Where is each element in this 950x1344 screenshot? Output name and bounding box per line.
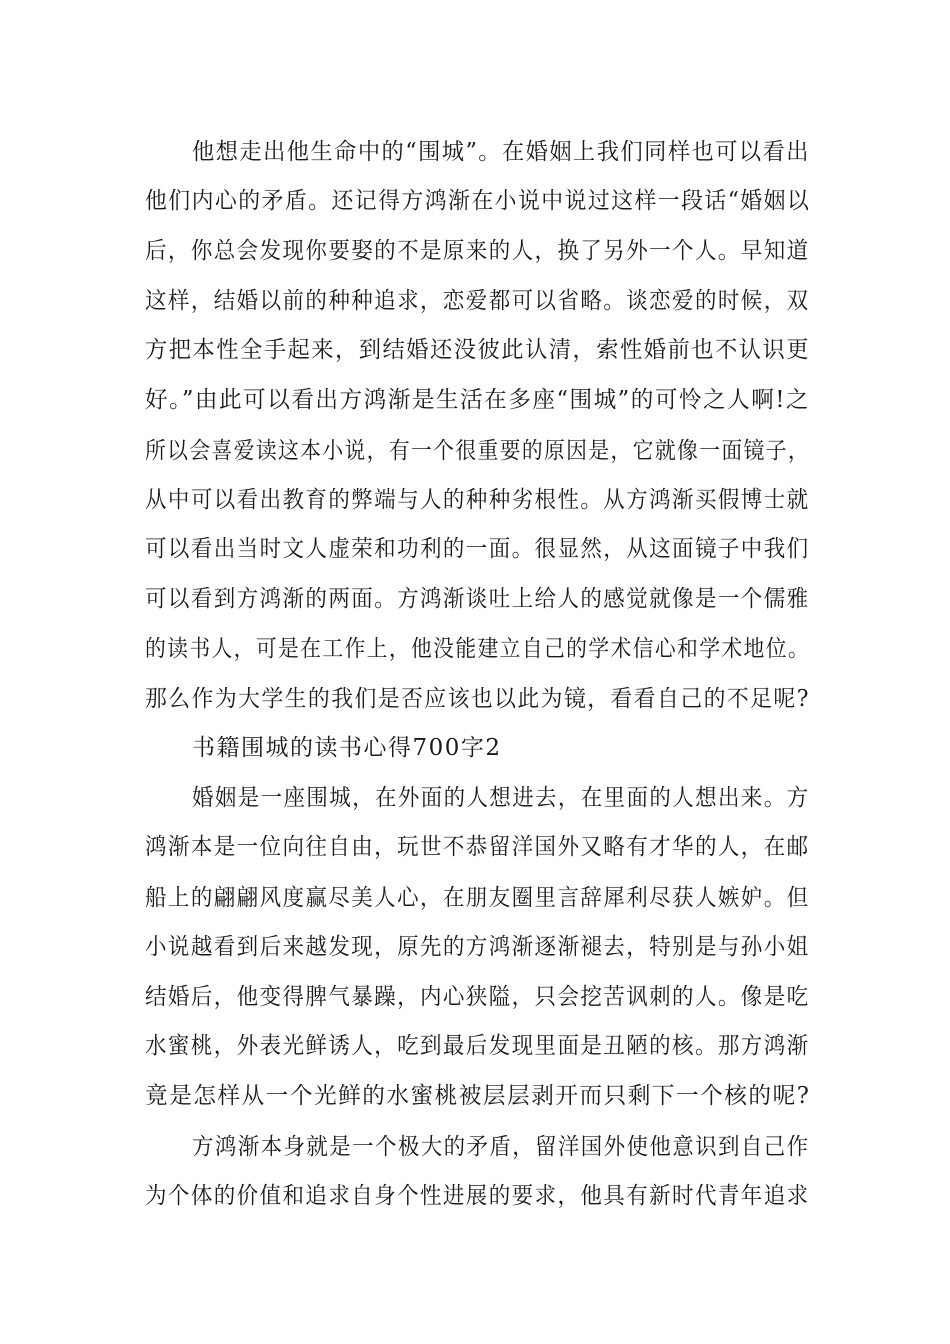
text-line: 可以看到方鸿渐的两面。方鸿渐谈吐上给人的感觉就像是一个儒雅 (145, 586, 810, 612)
text-line: 好。”由此可以看出方鸿渐是生活在多座“围城”的可怜之人啊!之 (145, 387, 811, 413)
text-line: 竟是怎样从一个光鲜的水蜜桃被层层剥开而只剩下一个核的呢? (145, 1083, 811, 1109)
text-line: 方鸿渐本身就是一个极大的矛盾，留洋国外使他意识到自己作 (192, 1134, 810, 1160)
text-line: 小说越看到后来越发现，原先的方鸿渐逐渐褪去，特别是与孙小姐 (145, 934, 810, 960)
text-line: 他们内心的矛盾。还记得方鸿渐在小说中说过这样一段话“婚姻以 (145, 188, 811, 214)
section-heading: 书籍围城的读书心得700字2 (192, 735, 502, 761)
text-line: 鸿渐本是一位向往自由，玩世不恭留洋国外又略有才华的人，在邮 (145, 834, 810, 860)
text-line: 那么作为大学生的我们是否应该也以此为镜，看看自己的不足呢? (145, 686, 810, 712)
text-line: 水蜜桃，外表光鲜诱人，吃到最后发现里面是丑陋的核。那方鸿渐 (145, 1033, 810, 1059)
text-line: 方把本性全手起来，到结婚还没彼此认清，索性婚前也不认识更 (145, 337, 811, 363)
text-line: 船上的翩翩风度赢尽美人心，在朋友圈里言辞犀利尽获人嫉妒。但 (145, 885, 810, 911)
text-line: 为个体的价值和追求自身个性进展的要求，他具有新时代青年追求 (145, 1183, 810, 1209)
text-line: 从中可以看出教育的弊端与人的种种劣根性。从方鸿渐买假博士就 (145, 487, 810, 513)
text-line: 的读书人，可是在工作上，他没能建立自己的学术信心和学术地位。 (145, 636, 811, 662)
text-line: 可以看出当时文人虚荣和功利的一面。很显然，从这面镜子中我们 (145, 536, 810, 562)
text-line: 所以会喜爱读这本小说，有一个很重要的原因是，它就像一面镜子， (145, 438, 811, 464)
text-line: 他想走出他生命中的“围城”。在婚姻上我们同样也可以看出 (192, 139, 811, 165)
text-line: 这样，结婚以前的种种追求，恋爱都可以省略。谈恋爱的时候，双 (145, 288, 810, 314)
text-line: 婚姻是一座围城，在外面的人想进去，在里面的人想出来。方 (192, 785, 810, 811)
text-line: 后，你总会发现你要娶的不是原来的人，换了另外一个人。早知道 (145, 238, 810, 264)
text-line: 结婚后，他变得脾气暴躁，内心狭隘，只会挖苦讽刺的人。像是吃 (145, 984, 810, 1010)
